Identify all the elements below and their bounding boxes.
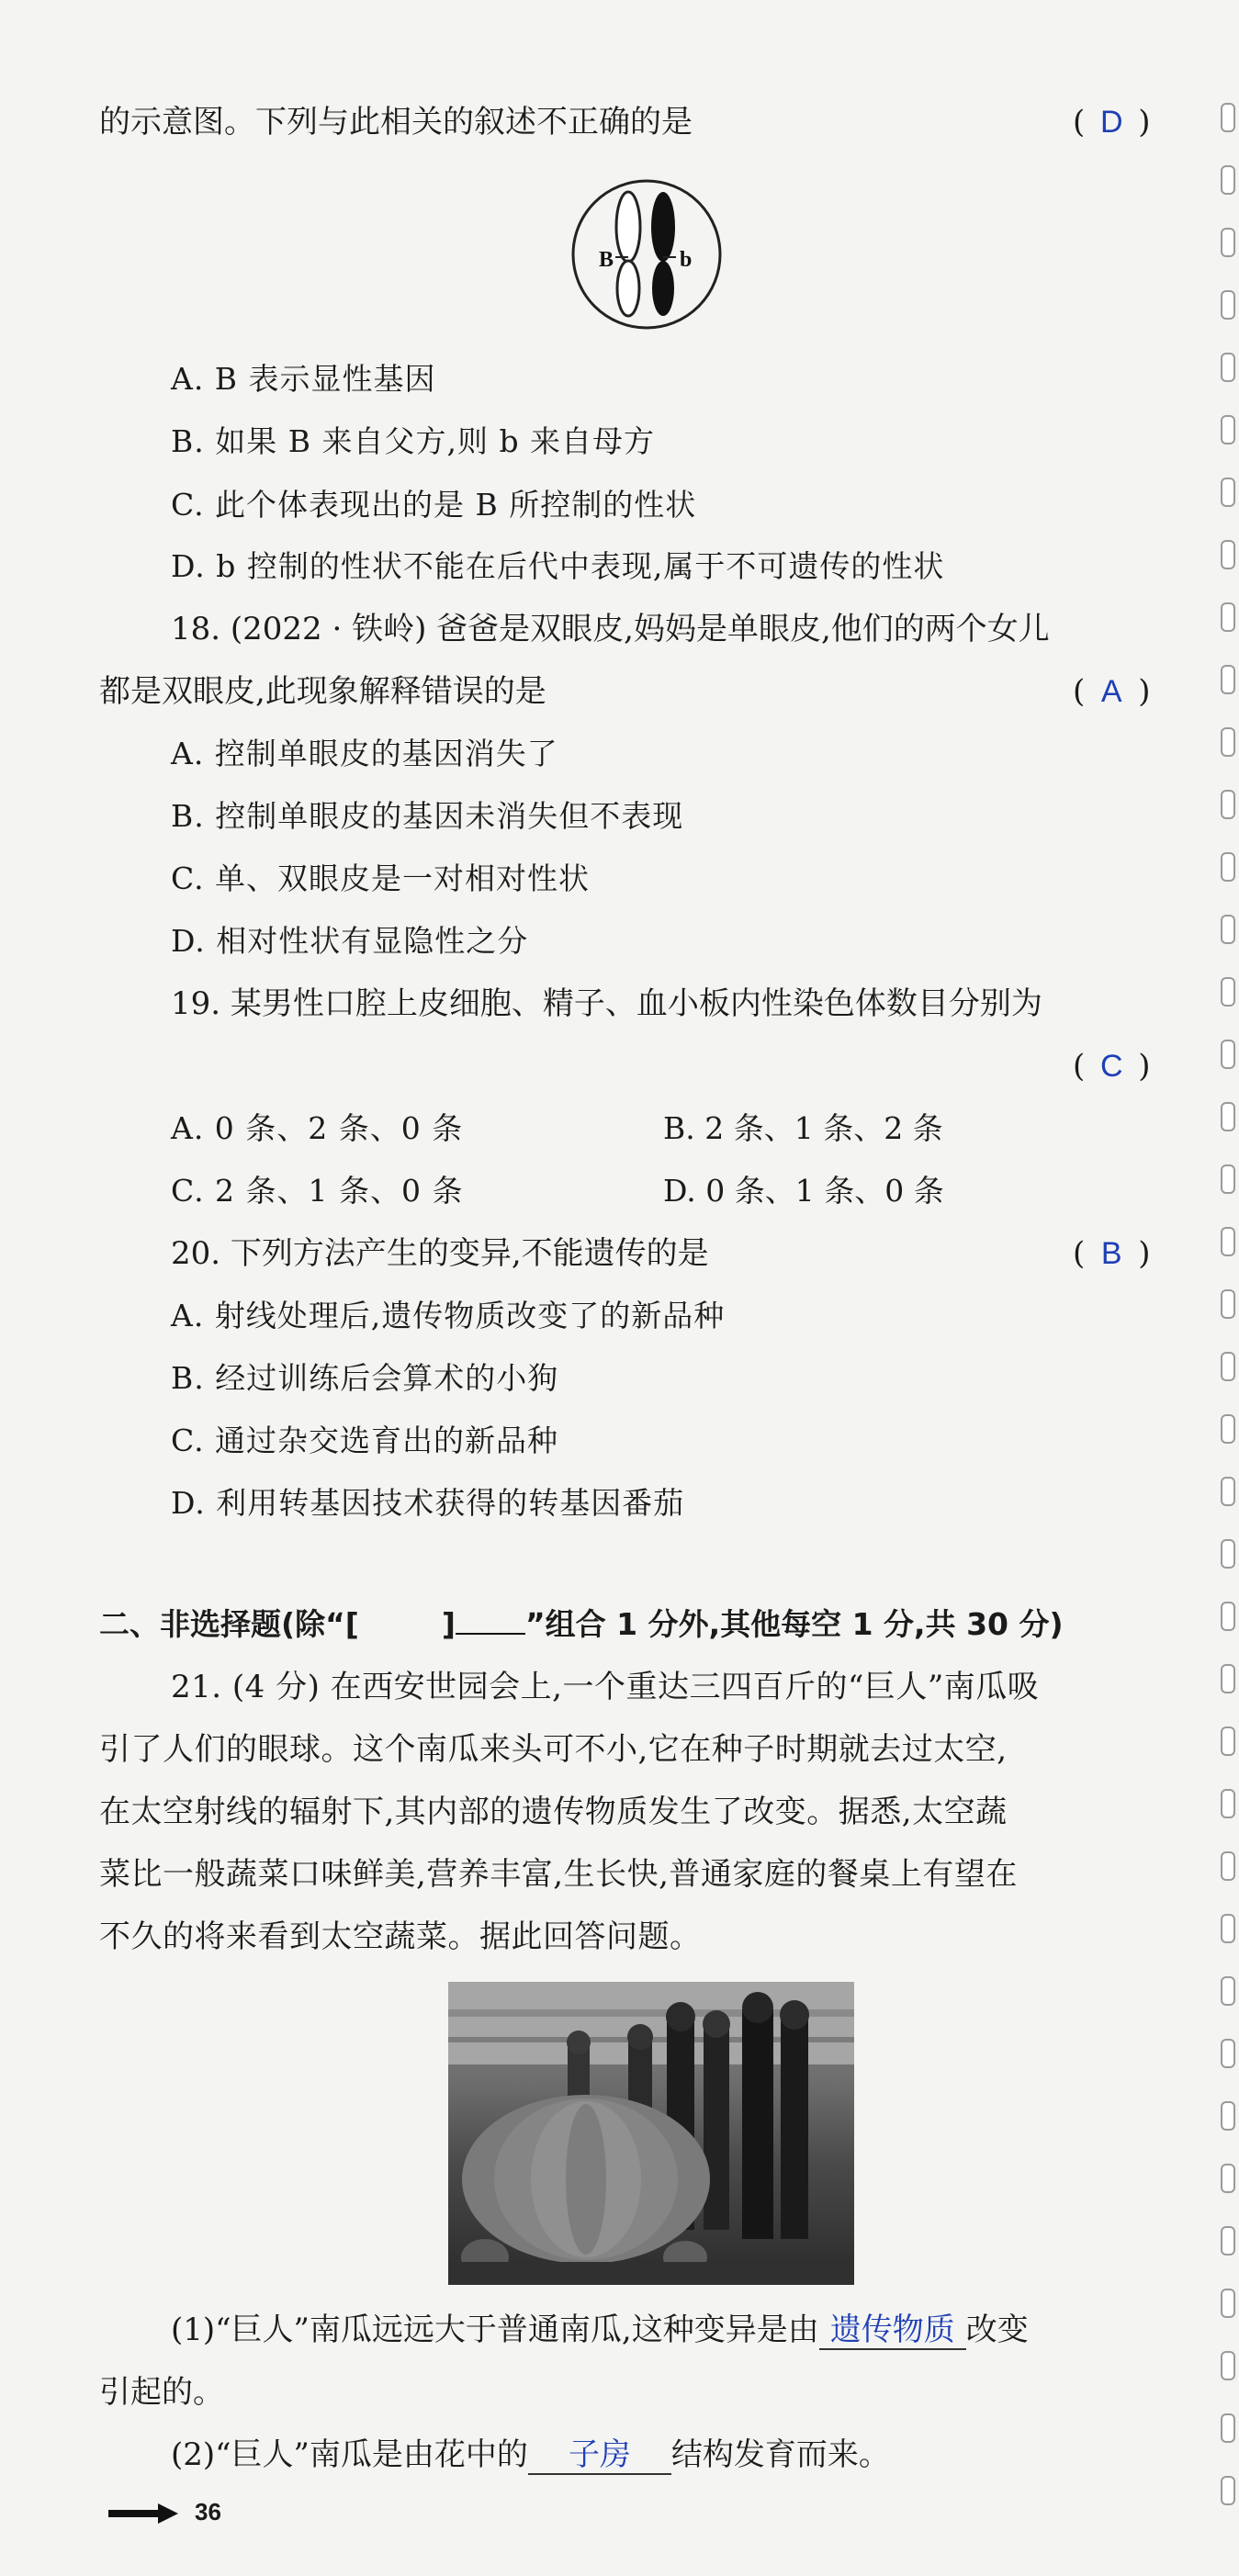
q18-option-a: A. 控制单眼皮的基因消失了 <box>171 736 558 771</box>
q17-stem-tail: 的示意图。下列与此相关的叙述不正确的是 <box>99 104 693 141</box>
q20-option-b: B. 经过训练后会算术的小狗 <box>171 1360 559 1396</box>
q19-option-d: D. 0 条、1 条、0 条 <box>663 1173 944 1209</box>
q21-line2: 引了人们的眼球。这个南瓜来头可不小,它在种子时期就去过太空, <box>99 1731 1008 1768</box>
q18-answer-paren: ( A ) <box>1073 670 1151 713</box>
q21-sub2-answer: 子房 <box>528 2436 671 2475</box>
q21-line1: 21. (4 分) 在西安世园会上,一个重达三四百斤的“巨人”南瓜吸 <box>171 1669 1040 1705</box>
q18-stem-line2: 都是双眼皮,此现象解释错误的是 <box>99 673 546 710</box>
q21-sub1-answer: 遗传物质 <box>819 2312 966 2350</box>
q20-stem: 20. 下列方法产生的变异,不能遗传的是 <box>171 1235 709 1272</box>
q18-option-b: B. 控制单眼皮的基因未消失但不表现 <box>171 798 684 834</box>
q19-option-a: A. 0 条、2 条、0 条 <box>171 1110 464 1146</box>
label-b: b <box>680 248 693 272</box>
chromosome-diagram <box>564 176 729 332</box>
q18-answer: A <box>1100 674 1122 709</box>
q21-sub1-tail: 引起的。 <box>99 2374 224 2411</box>
binding-holes <box>1219 0 1239 2576</box>
section2-heading: 二、非选择题(除“[ ] ”组合 1 分外,其他每空 1 分,共 30 分) <box>99 1606 1064 1642</box>
q20-option-d: D. 利用转基因技术获得的转基因番茄 <box>171 1485 685 1521</box>
q21-sub1: (1)“巨人”南瓜远远大于普通南瓜,这种变异是由 遗传物质 改变 <box>171 2312 1029 2348</box>
q17-option-a: A. B 表示显性基因 <box>171 361 436 397</box>
q18-option-c: C. 单、双眼皮是一对相对性状 <box>171 861 591 896</box>
q17-answer-paren: ( D ) <box>1073 101 1151 143</box>
arrow-right-icon <box>107 2502 180 2525</box>
q20-option-a: A. 射线处理后,遗传物质改变了的新品种 <box>171 1298 726 1333</box>
q17-option-b: B. 如果 B 来自父方,则 b 来自母方 <box>171 423 656 459</box>
page-number: 36 <box>195 2498 221 2525</box>
q21-sub2: (2)“巨人”南瓜是由花中的 子房 结构发育而来。 <box>171 2436 890 2473</box>
q20-answer: B <box>1100 1236 1122 1271</box>
q20-answer-paren: ( B ) <box>1073 1232 1151 1275</box>
q19-option-c: C. 2 条、1 条、0 条 <box>171 1173 464 1209</box>
q19-option-b: B. 2 条、1 条、2 条 <box>663 1110 943 1146</box>
q21-line4: 菜比一般蔬菜口味鲜美,营养丰富,生长快,普通家庭的餐桌上有望在 <box>99 1856 1018 1893</box>
q19-answer: C <box>1099 1049 1123 1084</box>
q21-line3: 在太空射线的辐射下,其内部的遗传物质发生了改变。据悉,太空蔬 <box>99 1794 1008 1830</box>
q18-option-d: D. 相对性状有显隐性之分 <box>171 923 529 959</box>
giant-pumpkin-photo <box>448 1982 854 2285</box>
q18-stem-line1: 18. (2022 · 铁岭) 爸爸是双眼皮,妈妈是单眼皮,他们的两个女儿 <box>171 611 1050 647</box>
q17-option-c: C. 此个体表现出的是 B 所控制的性状 <box>171 487 697 523</box>
q17-answer: D <box>1099 105 1123 140</box>
q17-option-d: D. b 控制的性状不能在后代中表现,属于不可遗传的性状 <box>171 548 945 584</box>
q19-stem: 19. 某男性口腔上皮细胞、精子、血小板内性染色体数目分别为 <box>171 985 1042 1022</box>
q20-option-c: C. 通过杂交选育出的新品种 <box>171 1423 559 1458</box>
q21-line5: 不久的将来看到太空蔬菜。据此回答问题。 <box>99 1918 702 1955</box>
label-B: B <box>599 248 614 272</box>
q19-answer-paren: ( C ) <box>1073 1045 1151 1087</box>
